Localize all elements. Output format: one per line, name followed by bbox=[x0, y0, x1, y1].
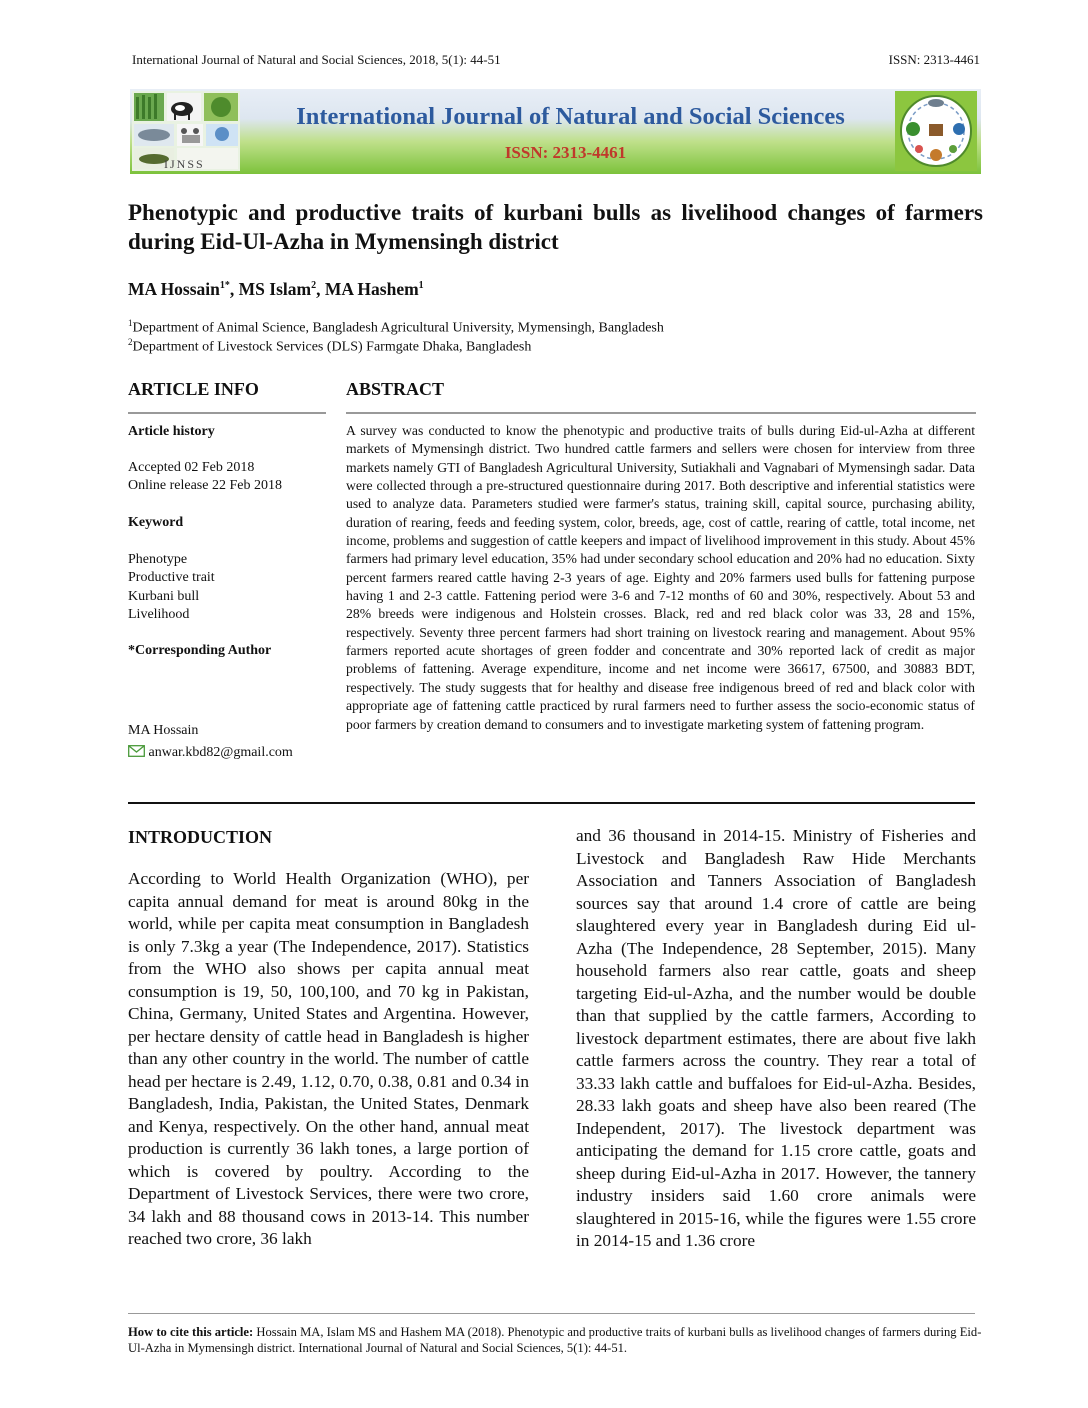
keyword-item: Phenotype bbox=[128, 552, 188, 567]
article-history-label: Article history bbox=[128, 424, 215, 439]
author-list: MA Hossain$^{1*}$, MS Islam$^2$, MA Hashem$^1$ bbox=[128, 279, 424, 299]
introduction-heading: INTRODUCTION bbox=[128, 827, 273, 847]
email-link[interactable]: anwar.kbd82@gmail.com bbox=[148, 745, 293, 760]
running-header bbox=[132, 52, 980, 70]
footer-divider bbox=[128, 1313, 975, 1314]
citation-label: How to cite this article: bbox=[128, 1325, 254, 1339]
abstract-heading: ABSTRACT bbox=[346, 379, 445, 399]
keyword-item: Livelihood bbox=[128, 607, 190, 622]
corresponding-author-label: *Corresponding Author bbox=[128, 643, 272, 658]
issn-header: ISSN: 2313-4461 bbox=[888, 52, 980, 67]
journal-issn: ISSN: 2313-4461 bbox=[504, 143, 627, 162]
keyword-item: Productive trait bbox=[128, 570, 215, 585]
corresponding-author-name: MA Hossain bbox=[128, 723, 199, 738]
introduction-column-left: According to World Health Organization (WHO), per capita annual demand for meat is around 80kg in the world, while per capita meat consumption in Bangladesh is only 7.3kg a year (The Independence, 2017). Statistics from the WHO also shows per capita annual meat consumption is 19, 50, 100,100, and 70 kg in Pakistan, China, Germany, United States and Argentina. However, per hectare density of cattle head in Bangladesh is higher than any other country in the world. The number of cattle head per hectare is 2.49, 1.12, 0.70, 0.38, 0.81 and 0.34 in Bangladesh, India, Pakistan, the United States, Denmark and Kenya, respectively. On the other hand, annual meat production is currently 36 lakh tones, a large portion of which is covered by poultry. According to the Department of Livestock Services, there were two crore, 34 lakh and 88 thousand cows in 2013-14. This number reached two crore, 36 lakh bbox=[128, 869, 529, 1248]
author-affiliation-mark: 2 bbox=[311, 280, 317, 292]
accepted-date: Accepted 02 Feb 2018 bbox=[128, 460, 255, 475]
introduction-column-right: and 36 thousand in 2014-15. Ministry of Fisheries and Livestock and Bangladesh Raw Hide Merchants Association and Tanners Association of Bangladesh sources say that around 1.4 crore of cattle are being slaughtered every year in Bangladesh during Eid ul- Azha (The Independence, 28 September, 2015). Many household farmers also rear cattle, goats and sheep targeting Eid-ul-Azha, and the number would be double than that supplied by the cattle farmers, According to livestock department estimates, there are about five lakh cattle farmers across the country. They rear a total of 33.33 lakh cattle and buffaloes for Eid-ul-Azha. Besides, 28.33 lakh goats and sheep have also been reared (The Independent, 2017). The livestock department was anticipating the demand for 1.15 crore cattle, goats and sheep during Eid-ul-Azha in 2017. However, the tannery industry insiders said 1.60 crore animals were slaughtered in 2015-16, while the figures were 1.55 crore in 2014-15 and 1.36 crore bbox=[576, 826, 976, 1250]
author-affiliation-mark: 1 bbox=[418, 280, 424, 292]
affiliation-text: Department of Livestock Services (DLS) Farmgate Dhaka, Bangladesh bbox=[132, 339, 532, 355]
author-name: MS Islam bbox=[238, 279, 312, 299]
journal-title: International Journal of Natural and Social Sciences bbox=[296, 103, 845, 130]
article-info-heading: ARTICLE INFO bbox=[128, 379, 259, 399]
citation-text: Hossain MA, Islam MS and Hashem MA (2018). Phenotypic and productive traits of kurbani bulls as livelihood changes of farmers during Eid-Ul-Azha in Mymensingh district. International Journal of Natural and Social Sciences, 5(1): 44-51. bbox=[128, 1325, 982, 1355]
email-row bbox=[128, 744, 293, 763]
author-affiliation-mark: 1* bbox=[219, 280, 230, 292]
abstract-text: A survey was conducted to know the phenotypic and productive traits of bulls during Eid-ul-Azha at different markets of Mymensingh district. Two hundred cattle farmers and sellers were chosen for interview from three markets namely GTI of Bangladesh Agricultural University, Sutiakhali and Vagnabari of Mymensingh sadar. Data were collected through a pre-structured questionnaire during 2017. Both descriptive and inferential statistics were used to analyze data. Parameters studied were farmer's status, training skill, capital source, purchasing ability, duration of rearing, feeds and feeding system, color, breeds, age, cost of cattle, rearing of cattle, total income, net income, problems and suggestion of cattle keepers and impact of livelihood improvement in this study. About 45% farmers had primary level education, 35% had under secondary school education and 20% had no education. Sixty percent farmers reared cattle having 2-3 years of age. Eighty and 20% farmers used bulls for fattening purpose having 1 and 2-3 cattle. Fattening period were 3-6 and 7-12 months of 60 and 30%, respectively. About 53 and 28% breeds were indigenous and Holstein crosses. Black, red and red black color was 33, 28 and 15%, respectively. Seventy three percent farmers had short training on livestock rearing and management. About 95% farmers reported acute shortages of green fodder and concentrate and 30% reported lack of credit as major problems of fattening. Average expenditure, income and net income were 36617, 67500, and 30883 BDT, respectively. The study suggests that for healthy and disease free indigenous breed of red and black color with appropriate age of fattening cattle practiced by rural farmers need to further assess the socio-economic status of poor farmers by creation demand to consumers and to investigate marketing system of fattening program. bbox=[346, 423, 975, 732]
envelope-icon bbox=[128, 745, 145, 757]
author-name: MA Hashem bbox=[324, 279, 419, 299]
journal-citation-header: International Journal of Natural and Social Sciences, 2018, 5(1): 44-51 bbox=[132, 52, 501, 67]
paper-title: Phenotypic and productive traits of kurbani bulls as livelihood changes of farmers during Eid-Ul-Azha in Mymensingh district bbox=[128, 200, 983, 254]
keyword-item: Kurbani bull bbox=[128, 589, 200, 604]
journal-banner bbox=[130, 89, 981, 174]
citation-footer bbox=[128, 1324, 983, 1356]
divider bbox=[346, 412, 976, 414]
affiliation-mark: 2 bbox=[128, 337, 133, 347]
affiliation-mark: 1 bbox=[128, 318, 133, 328]
logo-lettering: IJNSS bbox=[164, 157, 205, 171]
journal-emblem-icon bbox=[895, 91, 977, 171]
affiliation-text: Department of Animal Science, Bangladesh Agricultural University, Mymensingh, Bangladesh bbox=[132, 320, 664, 336]
online-release-date: Online release 22 Feb 2018 bbox=[128, 478, 282, 493]
affiliation bbox=[128, 318, 664, 337]
author-name: MA Hossain bbox=[128, 279, 220, 299]
section-divider bbox=[128, 802, 975, 804]
keyword-label: Keyword bbox=[128, 515, 184, 530]
divider bbox=[128, 412, 326, 414]
affiliation bbox=[128, 337, 531, 356]
